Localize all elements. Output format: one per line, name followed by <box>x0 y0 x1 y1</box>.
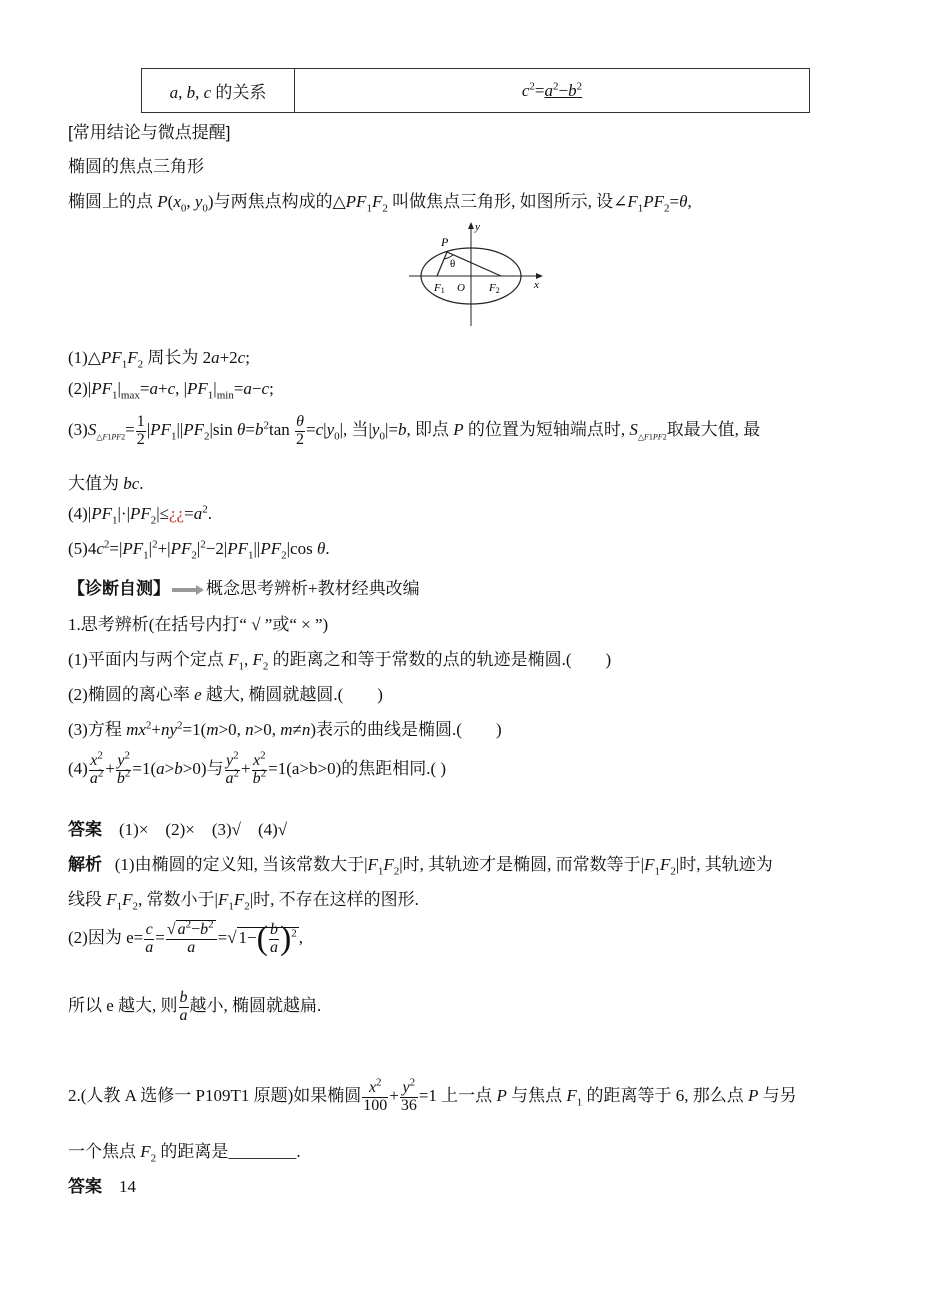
q1-analysis-line-4: 所以 e 越大, 则 $\frac{b}{a}$ 越小, 椭圆就越扁. <box>68 989 322 1024</box>
q1-analysis-line-2: 线段 $F_1F_2$, 常数小于$|F_1F_2|$时, 不存在这样的图形. <box>68 890 419 913</box>
relation-formula-cell: $c^2=a^2-b^2$ <box>295 69 810 113</box>
conclusion-2: $(2)|PF_1|_{max}=a+c$, $|PF_1|_{min}=a-c$; <box>68 379 274 402</box>
ellipse-focal-triangle-figure <box>405 216 555 328</box>
q2-statement-line-2: 一个焦点 $F_2$ 的距离是________. <box>68 1142 301 1165</box>
q2-statement-line-1: 2.(人教 A 选修一 P109T1 原题)如果椭圆 $\frac{x^2}{100}$ + $\frac{y^2}{36}$ =1 上一点 P 与焦点 $F_1$ 的距离等于 6, 那么点 P 与另 <box>68 1076 797 1114</box>
focal-triangle-heading: 椭圆的焦点三角形 <box>68 157 204 176</box>
label-theta: θ <box>450 258 456 270</box>
label-o: O <box>457 282 465 294</box>
q1-analysis-line-1: 解析 (1)由椭圆的定义知, 当该常数大于$|F_1F_2|$时, 其轨迹才是椭圆, 而常数等于$|F_1F_2|$时, 其轨迹为 <box>68 855 773 878</box>
y-axis-arrow-icon <box>468 222 474 229</box>
analysis-4-prefix: 所以 e 越大, 则 <box>68 996 178 1016</box>
q1-statement-2: (2)椭圆的离心率 e 越大, 椭圆就越圆.( ) <box>68 685 383 704</box>
q2-answer-text: 14 <box>119 1177 136 1196</box>
diagnosis-header <box>68 574 420 599</box>
section-title: [常用结论与微点提醒] <box>68 123 231 142</box>
analysis-4-suffix: 越小, 椭圆就越扁. <box>189 996 322 1016</box>
diagnosis-subtitle: 概念思考辨析+教材经典改编 <box>206 579 420 598</box>
label-f2: F2 <box>489 282 500 295</box>
arrow-right-icon <box>172 585 204 595</box>
segment-pf1 <box>437 252 447 276</box>
abc-relation-table <box>141 68 810 113</box>
conclusion-1: $(1)\triangle PF_1F_2$ 周长为 2a+2c; <box>68 348 250 371</box>
label-p: P <box>441 235 449 249</box>
label-f1: F1 <box>434 282 445 295</box>
conclusion-5: $(5)4c^2=|PF_1|^2+|PF_2|^2-2|PF_1||PF_2|\cos$ θ. <box>68 538 330 562</box>
q1-statement-1: (1)平面内与两个定点 $F_1$, $F_2$ 的距离之和等于常数的点的轨迹是椭圆.( ) <box>68 650 612 673</box>
answer-text: (1)× (2)× (3)√ (4)√ <box>119 820 288 839</box>
conclusion-3: $(3)S_{\triangle F1PF2}=$ $\frac{1}{2}$ $|PF_1||PF_2|\sin$ $\theta=b^2\tan$ $\frac{\theta}{2}$ $=c|y_0|$, 当$|y_0|=b$, 即点 P 的位置为短轴端点时, $S_{\triangle F1PF2}$取最大值, 最 <box>68 413 761 448</box>
label-y: y <box>475 221 480 233</box>
q1-statement-4: (4) $\frac{x^2}{a^2}$ + $\frac{y^2}{b^2}$ =1(a>b>0)与 $\frac{y^2}{a^2}$ + $\frac{x^2}{b^2}$ =1(a>b>0)的焦距相同.( ) <box>68 749 447 787</box>
relation-label-cell: a, b, c 的关系 <box>142 69 295 113</box>
diagnosis-tag: 【诊断自测】 <box>68 579 170 598</box>
label-x: x <box>534 279 539 291</box>
focal-triangle-intro: 椭圆上的点 $P(x_0$, $y_0$)与两焦点构成的$\triangle PF_1F_2$ 叫做焦点三角形, 如图所示, 设$\angle F_1PF_2=\theta$, <box>68 192 692 215</box>
analysis-label: 解析 <box>68 855 102 874</box>
answer-label: 答案 <box>68 820 102 839</box>
q1-analysis-line-3: (2)因为 e= $\frac{c}{a}$ = $\frac{√ a^2-b^2}{a}$ =√ 1−( $\frac{b}{a}$ )$^2$ , <box>68 918 304 958</box>
conclusion-3-continued: 大值为 bc. <box>68 474 144 493</box>
q1-answer <box>68 815 287 840</box>
fraction-one-half: $\frac{1}{2}$ <box>136 413 145 448</box>
q1-statement-3: (3)方程 $mx^2+ny^2=1(m>0$, n>0, m≠n)表示的曲线是椭圆.( ) <box>68 719 502 739</box>
q1-statement-4-tail: =1(a>b>0)的焦距相同.( ) <box>268 759 447 779</box>
q2-answer <box>68 1172 136 1197</box>
fraction-theta-half: $\frac{\theta}{2}$ <box>296 413 305 448</box>
table-row <box>142 69 810 113</box>
q2-prefix: 2.(人教 A 选修一 P109T1 原题)如果椭圆 <box>68 1086 362 1106</box>
q2-answer-label: 答案 <box>68 1177 102 1196</box>
analysis-3-prefix: (2)因为 e= <box>68 928 144 948</box>
conclusion-4: $(4)|PF_1|\cdot|PF_2|\le¿¿=a^2$. <box>68 503 212 527</box>
q1-title: 1.思考辨析(在括号内打“ √ ”或“ × ”) <box>68 615 329 634</box>
